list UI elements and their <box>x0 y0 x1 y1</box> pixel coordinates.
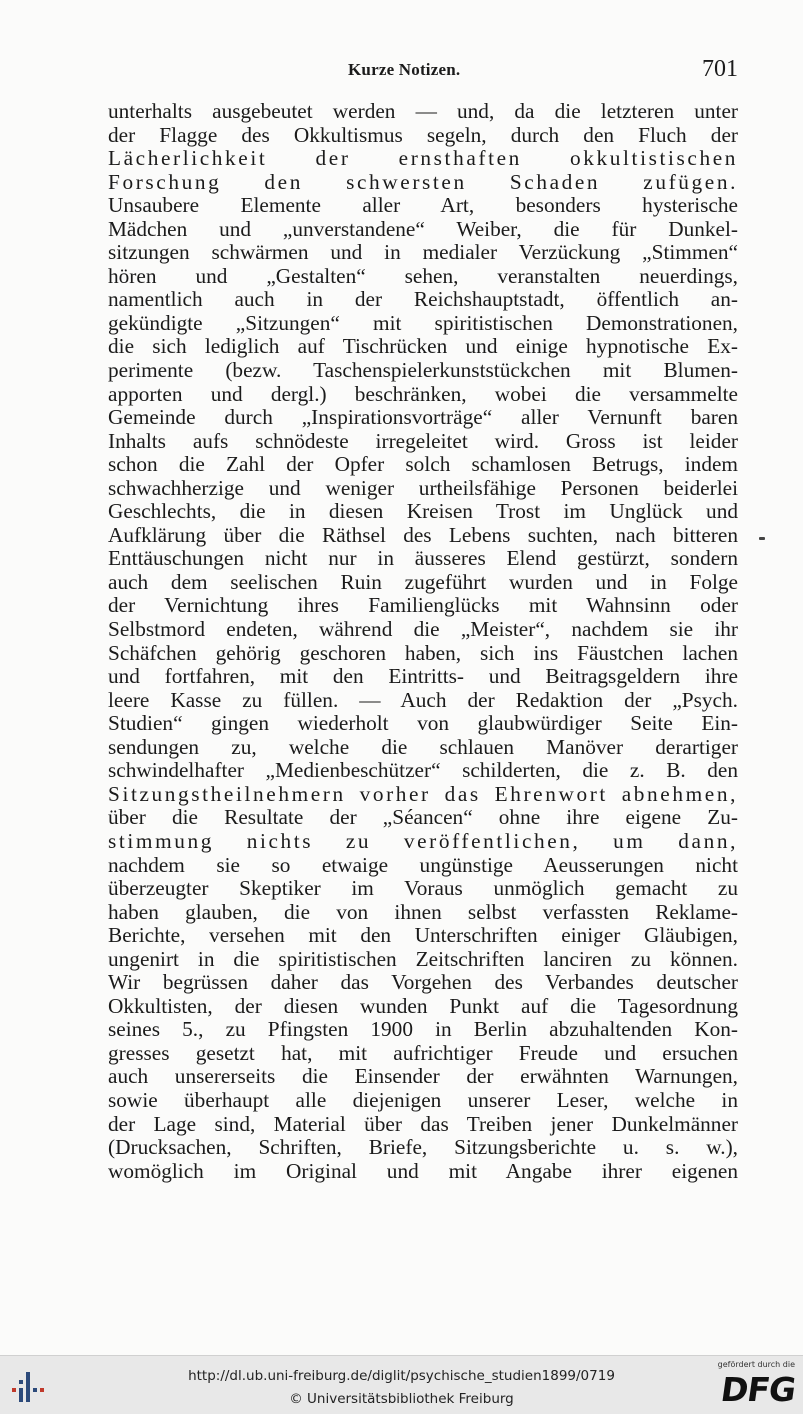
text-line: über die Resultate der „Séancen“ ohne ihre eigene Zu- <box>108 805 738 830</box>
text-line: Inhalts aufs schnödeste irregeleitet wird. Gross ist leider <box>108 428 738 453</box>
text-line: gekündigte „Sitzungen“ mit spiritistischen Demonstrationen, <box>108 310 738 335</box>
text-line: gresses gesetzt hat, mit aufrichtiger Freude und ersuchen <box>108 1040 738 1065</box>
text-line: womöglich im Original und mit Angabe ihrer eigenen <box>108 1158 738 1183</box>
text-line: (Drucksachen, Schriften, Briefe, Sitzungsberichte u. s. w.), <box>108 1135 738 1160</box>
margin-mark <box>759 537 765 540</box>
text-line: Selbstmord endeten, während die „Meister“, nachdem sie ihr <box>108 617 738 642</box>
text-line: unterhalts ausgebeutet werden — und, da die letzteren unter <box>108 99 738 123</box>
source-url[interactable]: http://dl.ub.uni-freiburg.de/diglit/psychische_studien1899/0719 <box>188 1368 615 1384</box>
text-line: haben glauben, die von ihnen selbst verfassten Reklame- <box>108 899 738 924</box>
text-line: ungenirt in die spiritistischen Zeitschriften lanciren zu können. <box>108 946 738 971</box>
text-line: Geschlechts, die in diesen Kreisen Trost im Unglück und <box>108 499 738 524</box>
copyright-notice: © Universitätsbibliothek Freiburg <box>289 1391 514 1407</box>
text-line: Berichte, versehen mit den Unterschriften einiger Gläubigen, <box>108 923 738 948</box>
text-line: sendungen zu, welche die schlauen Manöver derartiger <box>108 734 738 759</box>
footer-bar <box>0 1355 803 1414</box>
text-line: sowie überhaupt alle diejenigen unserer Leser, welche in <box>108 1087 738 1112</box>
text-line: stimmung nichts zu veröffentlichen, um dann, <box>108 828 738 853</box>
text-line: Gemeinde durch „Inspirationsvorträge“ aller Vernunft baren <box>108 405 738 430</box>
text-line: Studien“ gingen wiederholt von glaubwürdiger Seite Ein- <box>108 711 738 736</box>
text-line: Aufklärung über die Räthsel des Lebens suchten, nach bitteren <box>108 522 738 547</box>
text-line: Forschung den schwersten Schaden zufügen. <box>108 169 738 194</box>
text-line: Schäfchen gehörig geschoren haben, sich ins Fäustchen lachen <box>108 640 738 665</box>
text-line: Sitzungstheilnehmern vorher das Ehrenwort abnehmen, <box>108 781 738 806</box>
text-line: Enttäuschungen nicht nur in äusseres Elend gestürzt, sondern <box>108 546 738 571</box>
text-line: überzeugter Skeptiker im Voraus unmöglich gemacht zu <box>108 876 738 901</box>
body-text <box>108 100 738 1183</box>
text-line: auch dem seelischen Ruin zugeführt wurden und in Folge <box>108 569 738 594</box>
running-title: Kurze Notizen. <box>348 60 461 79</box>
text-line: Lächerlichkeit der ernsthaften okkultistischen <box>108 146 738 171</box>
dfg-logo: DFG <box>718 1370 798 1409</box>
text-line: der Flagge des Okkultismus segeln, durch den Fluch der <box>108 122 738 147</box>
text-line: Unsaubere Elemente aller Art, besonders hysterische <box>108 193 738 218</box>
dfg-caption: gefördert durch die <box>717 1360 795 1369</box>
page-number: 701 <box>702 56 738 82</box>
text-line: perimente (bezw. Taschenspielerkunststückchen mit Blumen- <box>108 358 738 383</box>
text-line: seines 5., zu Pfingsten 1900 in Berlin abzuhaltenden Kon- <box>108 1017 738 1042</box>
text-line: leere Kasse zu füllen. — Auch der Redaktion der „Psych. <box>108 687 738 712</box>
text-line: schon die Zahl der Opfer solch schamlosen Betrugs, indem <box>108 452 738 477</box>
text-line: namentlich auch in der Reichshauptstadt, öffentlich an- <box>108 287 738 312</box>
dfg-badge[interactable] <box>707 1360 798 1410</box>
text-line: hören und „Gestalten“ sehen, veranstalten neuerdings, <box>108 263 738 288</box>
text-line: und fortfahren, mit den Eintritts- und Beitragsgeldern ihre <box>108 664 738 689</box>
text-line: Mädchen und „unverstandene“ Weiber, die für Dunkel- <box>108 216 738 241</box>
text-line: der Lage sind, Material über das Treiben jener Dunkelmänner <box>108 1111 738 1136</box>
text-line: nachdem sie so etwaige ungünstige Aeusserungen nicht <box>108 852 738 877</box>
text-line: schwindelhafter „Medienbeschützer“ schilderten, die z. B. den <box>108 758 738 783</box>
text-line: apporten und dergl.) beschränken, wobei die versammelte <box>108 381 738 406</box>
text-line: die sich lediglich auf Tischrücken und einige hypnotische Ex- <box>108 334 738 359</box>
text-line: auch unsererseits die Einsender der erwähnten Warnungen, <box>108 1064 738 1089</box>
text-line: Wir begrüssen daher das Vorgehen des Verbandes deutscher <box>108 970 738 995</box>
text-line: sitzungen schwärmen und in medialer Verzückung „Stimmen“ <box>108 240 738 265</box>
running-head <box>108 58 738 86</box>
text-line: Okkultisten, der diesen wunden Punkt auf die Tagesordnung <box>108 993 738 1018</box>
text-line: schwachherzige und weniger urtheilsfähige Personen beiderlei <box>108 475 738 500</box>
text-line: der Vernichtung ihres Familienglücks mit Wahnsinn oder <box>108 593 738 618</box>
